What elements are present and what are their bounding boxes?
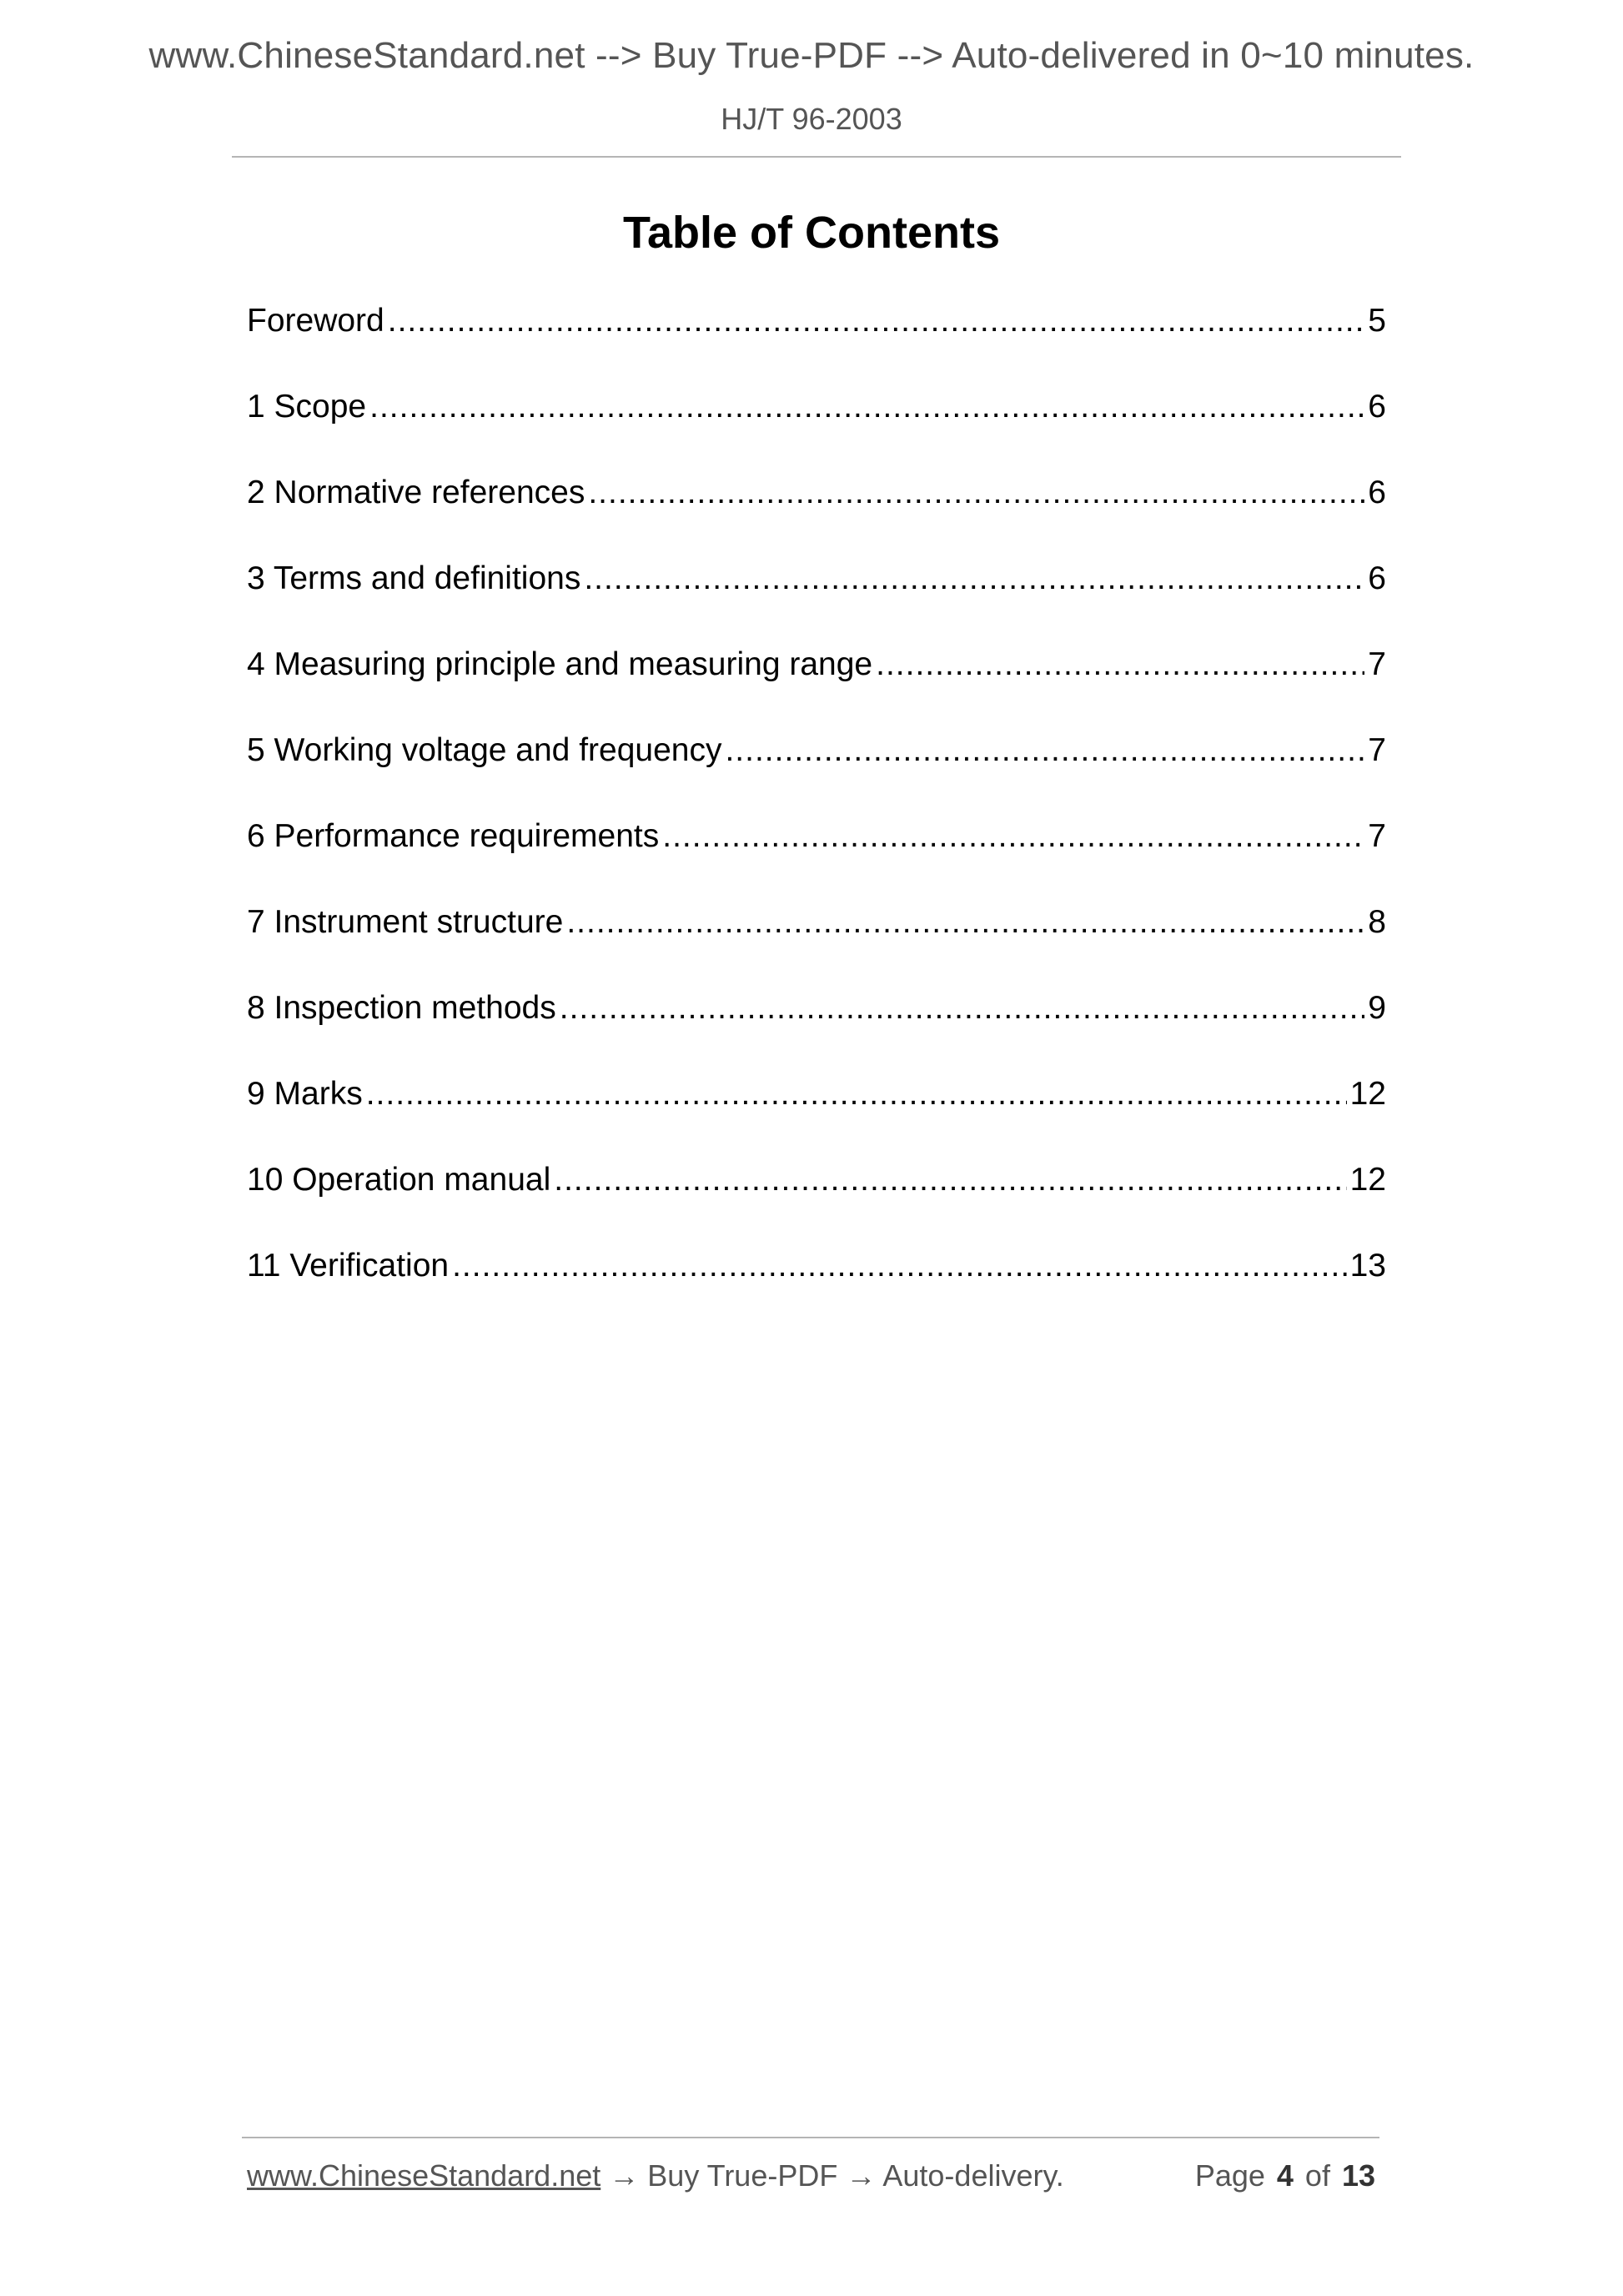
toc-entry-page: 12 xyxy=(1349,1076,1386,1112)
footer-site-link[interactable]: www.ChineseStandard.net xyxy=(247,2158,601,2193)
toc-entry-label: 7 Instrument structure xyxy=(247,904,564,940)
toc-entry-page: 12 xyxy=(1349,1162,1386,1198)
toc-entry-label: 2 Normative references xyxy=(247,475,585,510)
toc-entry-page: 6 xyxy=(1368,560,1386,596)
page-current: 4 xyxy=(1276,2158,1294,2193)
toc-entry-label: 4 Measuring principle and measuring range xyxy=(247,646,873,682)
right-arrow-icon: → xyxy=(846,2158,877,2193)
toc-entry-scope[interactable] xyxy=(247,378,1386,464)
toc-entry-inspection-methods[interactable] xyxy=(247,979,1386,1065)
toc-entry-label: 10 Operation manual xyxy=(247,1162,551,1198)
toc-dot-leader xyxy=(725,721,1364,780)
toc-entry-label: Foreword xyxy=(247,303,384,339)
footer-promo xyxy=(247,2158,1064,2193)
header-banner: www.ChineseStandard.net --> Buy True-PDF --> Auto-delivered in 0~10 minutes. xyxy=(148,35,1475,76)
toc-entry-page: 7 xyxy=(1368,732,1386,768)
footer-delivery-text: Auto-delivery. xyxy=(882,2158,1064,2193)
header-divider xyxy=(232,156,1401,158)
toc-entry-page: 7 xyxy=(1368,818,1386,854)
toc-dot-leader xyxy=(584,550,1364,608)
toc-entry-label: 1 Scope xyxy=(247,389,367,425)
toc-entry-page: 7 xyxy=(1368,646,1386,682)
page-total: 13 xyxy=(1341,2158,1375,2193)
toc-dot-leader xyxy=(366,1065,1347,1123)
toc-entry-page: 13 xyxy=(1349,1248,1386,1284)
page-label: Page xyxy=(1194,2158,1265,2193)
toc-dot-leader xyxy=(369,378,1364,436)
toc-entry-foreword[interactable] xyxy=(247,292,1386,378)
toc-entry-verification[interactable] xyxy=(247,1237,1386,1323)
toc-entry-page: 6 xyxy=(1368,389,1386,425)
toc-entry-instrument-structure[interactable] xyxy=(247,893,1386,979)
toc-list xyxy=(247,292,1386,1323)
toc-entry-page: 5 xyxy=(1368,303,1386,339)
toc-entry-page: 6 xyxy=(1368,475,1386,510)
standard-code: HJ/T 96-2003 xyxy=(721,102,902,136)
toc-dot-leader xyxy=(554,1151,1346,1209)
toc-dot-leader xyxy=(388,292,1365,350)
toc-entry-label: 3 Terms and definitions xyxy=(247,560,581,596)
toc-dot-leader xyxy=(588,464,1364,522)
toc-entry-measuring-principle[interactable] xyxy=(247,636,1386,721)
toc-entry-normative-references[interactable] xyxy=(247,464,1386,550)
toc-dot-leader xyxy=(566,893,1364,952)
toc-entry-label: 8 Inspection methods xyxy=(247,990,556,1026)
toc-dot-leader xyxy=(452,1237,1347,1295)
toc-entry-page: 8 xyxy=(1368,904,1386,940)
toc-dot-leader xyxy=(876,636,1364,694)
toc-entry-label: 9 Marks xyxy=(247,1076,363,1112)
footer-buy-text: Buy True-PDF xyxy=(647,2158,838,2193)
footer-divider xyxy=(242,2137,1379,2138)
toc-entry-performance-requirements[interactable] xyxy=(247,807,1386,893)
toc-entry-label: 11 Verification xyxy=(247,1248,450,1284)
toc-entry-operation-manual[interactable] xyxy=(247,1151,1386,1237)
toc-entry-terms-and-definitions[interactable] xyxy=(247,550,1386,636)
toc-entry-page: 9 xyxy=(1368,990,1386,1026)
right-arrow-icon: → xyxy=(609,2158,640,2193)
toc-dot-leader xyxy=(662,807,1364,866)
toc-dot-leader xyxy=(560,979,1365,1037)
toc-entry-marks[interactable] xyxy=(247,1065,1386,1151)
toc-entry-label: 6 Performance requirements xyxy=(247,818,660,854)
of-label: of xyxy=(1304,2158,1330,2193)
toc-title: Table of Contents xyxy=(623,208,1000,258)
toc-entry-label: 5 Working voltage and frequency xyxy=(247,732,722,768)
toc-entry-working-voltage[interactable] xyxy=(247,721,1386,807)
page-number xyxy=(1195,2158,1375,2193)
